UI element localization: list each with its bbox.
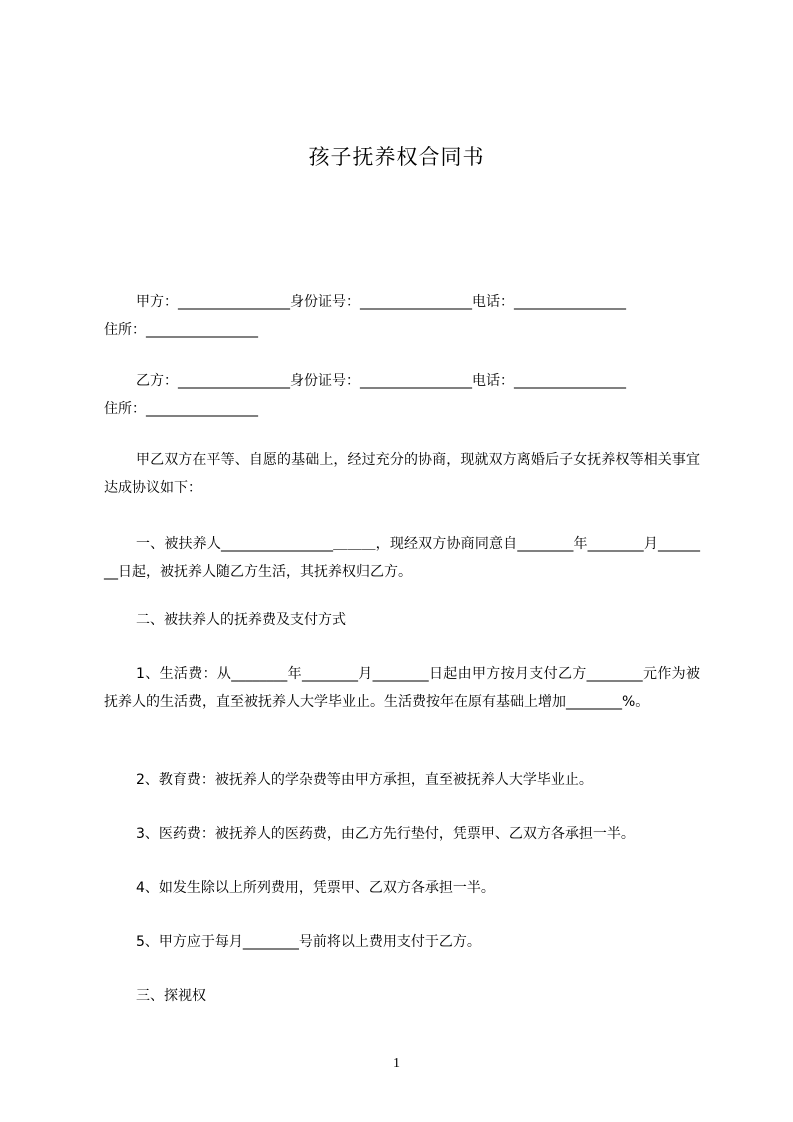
party-b-address: 住所：________________ xyxy=(104,401,258,417)
item-1-living-expenses: 1、生活费：从________年________月________日起由甲方按月支付乙方________元作为被抚养人的生活费，直至被抚养人大学毕业止。生活费按年在原有基础上增加________%。 xyxy=(104,666,700,710)
item-4-other-expenses: 4、如发生除以上所列费用，凭票甲、乙双方各承担一半。 xyxy=(136,880,495,896)
section-3-heading: 三、探视权 xyxy=(136,988,206,1004)
item-2-education-expenses: 2、教育费：被抚养人的学杂费等由甲方承担，直至被抚养人大学毕业止。 xyxy=(136,772,593,788)
party-b-line: 乙方：________________身份证号：________________电话：________________ xyxy=(136,373,626,389)
item-3-medical-expenses: 3、医药费：被抚养人的医药费，由乙方先行垫付，凭票甲、乙双方各承担一半。 xyxy=(136,826,635,842)
page-number: 1 xyxy=(393,1056,400,1071)
section-1-paragraph: 一、被扶养人________________＿＿＿，现经双方协商同意自________年________月________日起，被抚养人随乙方生活，其抚养权归乙方。 xyxy=(104,536,700,580)
party-a-address: 住所：________________ xyxy=(104,322,258,338)
item-5-payment-deadline: 5、甲方应于每月________号前将以上费用支付于乙方。 xyxy=(136,934,481,950)
party-a-line: 甲方：________________身份证号：________________电话：________________ xyxy=(136,294,626,310)
document-title: 孩子抚养权合同书 xyxy=(308,145,485,169)
section-2-heading: 二、被扶养人的抚养费及支付方式 xyxy=(136,612,346,628)
intro-paragraph: 甲乙双方在平等、自愿的基础上，经过充分的协商，现就双方离婚后子女抚养权等相关事宜达成协议如下： xyxy=(104,452,700,496)
